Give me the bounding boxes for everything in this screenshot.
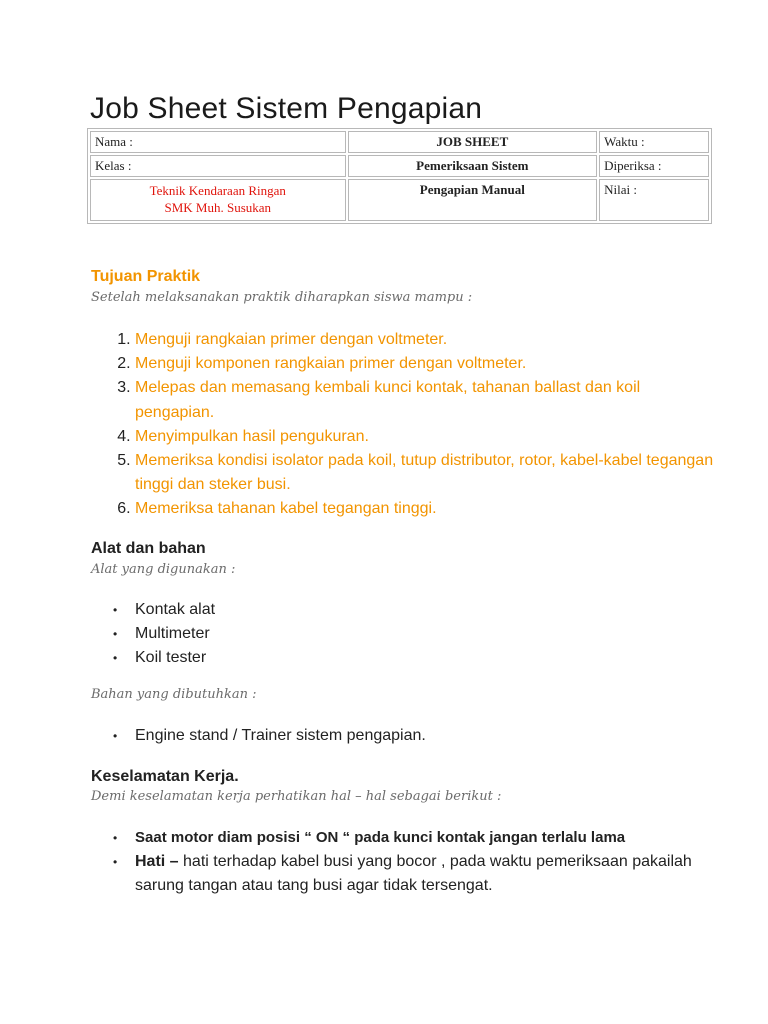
bullet-icon: • xyxy=(113,603,118,617)
bahan-list xyxy=(93,724,715,748)
school-cell xyxy=(90,179,346,221)
list-item xyxy=(113,622,715,646)
list-item xyxy=(113,646,715,670)
list-item: 6. Memeriksa tahanan kabel tegangan tinggi. xyxy=(135,497,715,521)
bullet-icon: • xyxy=(113,855,118,870)
list-item-bold: Hati – xyxy=(135,853,179,871)
list-item-text: Koil tester xyxy=(135,649,207,667)
nilai-cell: Nilai : xyxy=(599,179,709,221)
list-item xyxy=(113,826,715,850)
list-item: 1. Menguji rangkaian primer dengan voltmeter. xyxy=(135,328,715,352)
school-program: Teknik Kendaraan Ringan xyxy=(149,183,286,198)
tujuan-heading: Tujuan Praktik xyxy=(91,268,201,285)
pemeriksaan-cell: Pemeriksaan Sistem xyxy=(348,155,598,177)
header-row-1 xyxy=(90,131,709,153)
list-item: 3. Melepas dan memasang kembali kunci kontak, tahanan ballast dan koil pengapian. xyxy=(135,376,715,424)
bullet-icon: • xyxy=(113,651,118,666)
pengapian-cell: Pengapian Manual xyxy=(348,179,598,221)
header-row-3 xyxy=(90,179,709,221)
job-sheet-header-table xyxy=(87,128,712,224)
bullet-icon: • xyxy=(113,729,118,743)
job-sheet-cell: JOB SHEET xyxy=(348,131,598,153)
nama-cell: Nama : xyxy=(90,131,346,153)
keselamatan-intro: Demi keselamatan kerja perhatikan hal – hal sebagai berikut : xyxy=(91,789,502,804)
tujuan-intro: Setelah melaksanakan praktik diharapkan siswa mampu : xyxy=(91,290,473,305)
bullet-icon: • xyxy=(113,831,118,845)
alat-list xyxy=(93,598,715,671)
list-item xyxy=(113,850,715,898)
list-item: 4. Menyimpulkan hasil pengukuran. xyxy=(135,425,715,449)
list-item xyxy=(113,598,715,622)
waktu-cell: Waktu : xyxy=(599,131,709,153)
list-item xyxy=(113,724,715,748)
alat-intro: Alat yang digunakan : xyxy=(91,562,236,577)
page-title: Job Sheet Sistem Pengapian xyxy=(90,92,483,125)
tujuan-list xyxy=(93,328,715,522)
school-name: SMK Muh. Susukan xyxy=(164,200,272,215)
kelas-cell: Kelas : xyxy=(90,155,346,177)
list-item-text: Engine stand / Trainer sistem pengapian. xyxy=(135,727,426,744)
alat-heading: Alat dan bahan xyxy=(91,540,206,557)
bahan-intro: Bahan yang dibutuhkan : xyxy=(91,687,257,702)
bullet-icon: • xyxy=(113,627,118,642)
list-item-text: Saat motor diam posisi “ ON “ pada kunci kontak jangan terlalu lama xyxy=(135,829,626,846)
diperiksa-cell: Diperiksa : xyxy=(599,155,709,177)
list-item-text: hati terhadap kabel busi yang bocor , pada waktu pemeriksaan pakailah sarung tangan atau tang busi agar tidak tersengat. xyxy=(135,853,692,895)
list-item: 2. Menguji komponen rangkaian primer dengan voltmeter. xyxy=(135,352,715,376)
list-item-text: Multimeter xyxy=(135,625,210,643)
keselamatan-heading: Keselamatan Kerja. xyxy=(91,768,239,785)
list-item-text: Kontak alat xyxy=(135,601,216,618)
keselamatan-list xyxy=(93,826,715,899)
header-row-2 xyxy=(90,155,709,177)
list-item: 5. Memeriksa kondisi isolator pada koil, tutup distributor, rotor, kabel-kabel tegangan tinggi dan steker busi. xyxy=(135,449,715,497)
